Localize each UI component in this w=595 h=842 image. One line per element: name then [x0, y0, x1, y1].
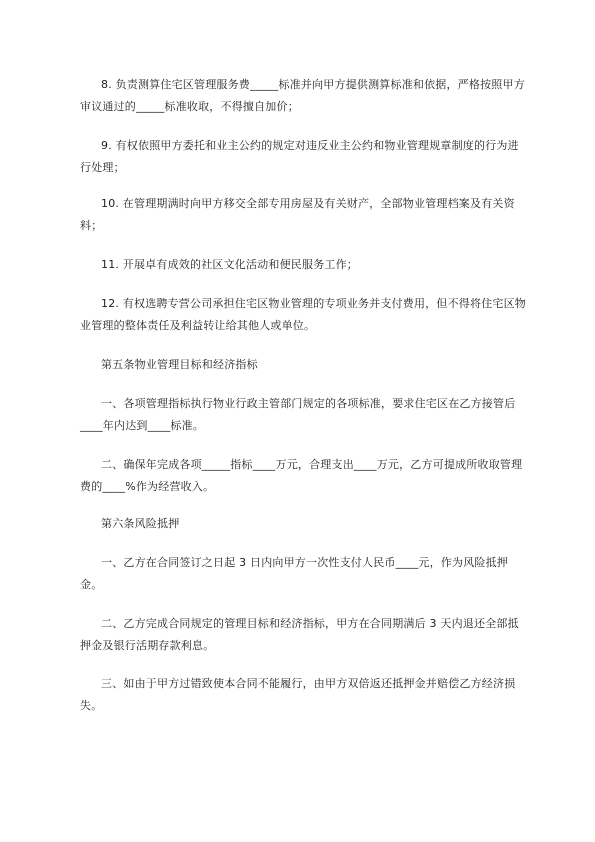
section-heading-5: 第五条物业管理目标和经济指标 — [101, 358, 258, 371]
section-6-item-3: 三、如由于甲方过错致使本合同不能履行，由甲方双倍返还抵押金并赔偿乙方经济损失。 — [80, 677, 516, 712]
section-5-item-2: 二、确保年完成各项_____指标____万元，合理支出____万元，乙方可提成所收取管理费的____%作为经营收入。 — [80, 458, 523, 493]
clause-8: 8. 负责测算住宅区管理服务费_____标准并向甲方提供测算标准和依据，严格按照甲方审议通过的_____标准收取，不得擅自加价； — [80, 78, 525, 113]
section-6-item-2: 二、乙方完成合同规定的管理目标和经济指标，甲方在合同期满后 3 天内退还全部抵押金及银行活期存款利息。 — [80, 617, 519, 652]
section-heading-6: 第六条风险抵押 — [101, 517, 180, 530]
section-5-item-1: 一、各项管理指标执行物业行政主管部门规定的各项标准，要求住宅区在乙方接管后____年内达到____标准。 — [80, 397, 516, 432]
clause-9: 9. 有权依照甲方委托和业主公约的规定对违反业主公约和物业管理规章制度的行为进行处理； — [80, 139, 519, 174]
section-6-item-1: 一、乙方在合同签订之日起 3 日内向甲方一次性支付人民币____元，作为风险抵押金。 — [80, 556, 508, 591]
clause-11: 11. 开展卓有成效的社区文化活动和便民服务工作； — [101, 258, 358, 271]
clause-12: 12. 有权选聘专营公司承担住宅区物业管理的专项业务并支付费用，但不得将住宅区物业管理的整体责任及利益转让给其他人或单位。 — [80, 297, 526, 332]
clause-10: 10. 在管理期满时向甲方移交全部专用房屋及有关财产，全部物业管理档案及有关资料； — [80, 197, 515, 232]
